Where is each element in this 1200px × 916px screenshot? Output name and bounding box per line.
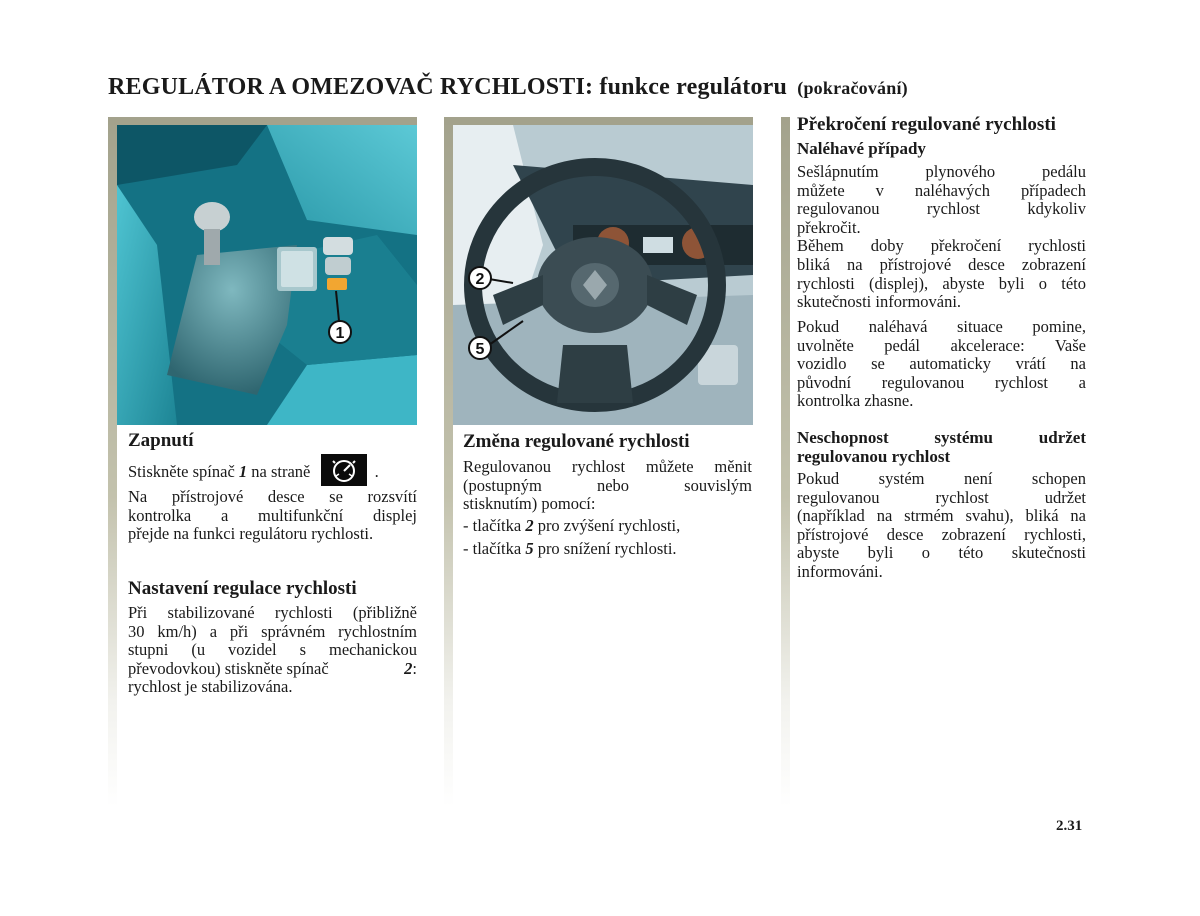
text-line: regulovanou rychlost udržet	[797, 487, 1086, 507]
list-item	[463, 517, 752, 536]
text-line: abyste byli o této skutečnosti	[797, 543, 1086, 563]
set-speed-line4-text: převodovkou) stiskněte spínač	[128, 658, 329, 678]
console-illustration	[117, 125, 417, 425]
text-line: stisknutím) pomocí:	[463, 494, 596, 514]
steering-wheel-illustration	[453, 125, 753, 425]
list-item-suffix: pro zvýšení rychlosti,	[537, 516, 681, 535]
steering-wheel-photo	[453, 125, 753, 425]
switch-on-description	[128, 488, 417, 544]
list-item-prefix: - tlačítka	[463, 516, 522, 535]
speedometer-icon	[321, 454, 367, 486]
set-speed-line4-colon: :	[412, 658, 417, 678]
text-line: přejde na funkci regulátoru rychlosti.	[128, 524, 374, 544]
emergency-description	[797, 163, 1086, 312]
column-rule-middle	[444, 117, 453, 807]
heading-set-speed: Nastavení regulace rychlosti	[128, 578, 357, 599]
text-line: uvolněte pedál akcelerace: Vaše	[797, 335, 1086, 355]
unable-description	[797, 470, 1086, 582]
text-line: Během doby překročení rychlosti	[797, 236, 1086, 256]
text-line: Pokud naléhavá situace pomine,	[797, 317, 1086, 336]
text-line: rychlosti (displej), abyste byli o této	[797, 273, 1086, 293]
switch-on-instruction	[128, 457, 417, 489]
text-line: přístrojové desce zobrazení rychlosti,	[797, 524, 1086, 544]
text-line: můžete v naléhavých případech	[797, 180, 1086, 200]
text-line: rychlost je stabilizována.	[128, 677, 293, 697]
list-item	[463, 540, 752, 559]
text-line: (například na strmém svahu), bliká na	[797, 506, 1086, 526]
subheading-unable-line2: regulovanou rychlost	[797, 447, 951, 466]
heading-switch-on: Zapnutí	[128, 430, 194, 451]
list-item-suffix: pro snížení rychlosti.	[537, 538, 677, 558]
set-speed-description	[128, 604, 417, 697]
after-emergency-description	[797, 318, 1086, 411]
column-topbar-left	[108, 117, 417, 125]
column-topbar-middle	[444, 117, 753, 125]
list-item-number: 5	[525, 538, 534, 558]
text-line: kontrolka zhasne.	[797, 391, 914, 411]
switch-on-text-before: Stiskněte spínač	[128, 461, 235, 481]
change-speed-description	[463, 458, 752, 514]
heading-change-speed: Změna regulované rychlosti	[463, 431, 690, 452]
text-line: stupni (u vozidel s mechanickou	[128, 640, 417, 660]
column-rule-right	[781, 117, 790, 807]
callout-1-label: 1	[335, 325, 345, 342]
text-line: 30 km/h) a při správném rychlostním	[128, 621, 417, 641]
text-line	[128, 660, 417, 679]
text-line: informováni.	[797, 561, 883, 581]
console-photo	[117, 125, 417, 425]
page-title-main: REGULÁTOR A OMEZOVAČ RYCHLOSTI: funkce regulátoru	[108, 74, 788, 100]
text-line: skutečnosti informováni.	[797, 292, 962, 312]
callout-5-label: 5	[475, 341, 485, 358]
list-item-number: 2	[525, 516, 534, 535]
text-line: Sešlápnutím plynového pedálu	[797, 162, 1086, 181]
text-line: původní regulovanou rychlost a	[797, 372, 1086, 392]
text-line: vozidlo se automaticky vrátí na	[797, 354, 1086, 374]
switch-on-number: 1	[238, 461, 248, 481]
change-speed-list	[463, 517, 752, 562]
text-line: regulovanou rychlost kdykoliv	[797, 199, 1086, 219]
text-line: (postupným nebo souvislým	[463, 475, 752, 495]
page-number: 2.31	[1056, 818, 1083, 834]
text-line: kontrolka a multifunkční displej	[128, 505, 417, 525]
callout-2-label: 2	[475, 271, 485, 288]
heading-exceed-speed: Překročení regulované rychlosti	[797, 114, 1056, 135]
text-line: překročit.	[797, 217, 861, 237]
subheading-unable-line1: Neschopnost systému udržet	[797, 428, 1086, 447]
text-line: Regulovanou rychlost můžete měnit	[463, 457, 752, 476]
set-speed-switch-number: 2	[404, 658, 413, 678]
list-item-prefix: - tlačítka	[463, 538, 522, 558]
page-title-continued: (pokračování)	[797, 78, 908, 98]
switch-on-text-after: na straně	[251, 461, 311, 481]
switch-on-text-end: .	[374, 461, 379, 481]
subheading-emergency: Naléhavé případy	[797, 139, 926, 158]
column-rule-left	[108, 117, 117, 807]
text-line: Při stabilizované rychlosti (přibližně	[128, 603, 417, 622]
text-line: Pokud systém není schopen	[797, 469, 1086, 488]
subheading-unable	[797, 428, 1086, 466]
text-line: bliká na přístrojové desce zobrazení	[797, 254, 1086, 274]
page-title	[108, 74, 1108, 101]
text-line: Na přístrojové desce se rozsvítí	[128, 487, 417, 506]
